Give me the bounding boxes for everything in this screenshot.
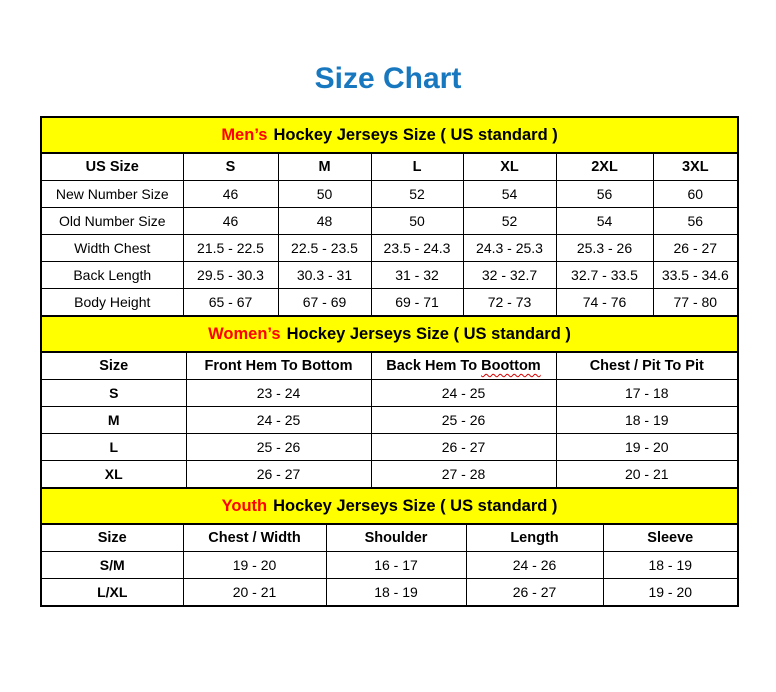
youth-column-header: Size <box>41 524 183 552</box>
womens-cell: 27 - 28 <box>371 461 556 489</box>
youth-column-header: Chest / Width <box>183 524 326 552</box>
mens-cell: 77 - 80 <box>653 289 738 317</box>
mens-cell: 48 <box>278 208 371 235</box>
youth-cell: 16 - 17 <box>326 552 466 579</box>
mens-cell: 67 - 69 <box>278 289 371 317</box>
misspelled-word: Boottom <box>481 358 541 374</box>
mens-row-label: New Number Size <box>41 181 183 208</box>
womens-column-header: Size <box>41 352 186 380</box>
youth-table-row <box>41 552 738 579</box>
mens-table-row <box>41 262 738 289</box>
mens-header-row <box>41 153 738 181</box>
mens-cell: 25.3 - 26 <box>556 235 653 262</box>
mens-band-text: Hockey Jerseys Size ( US standard ) <box>273 125 558 144</box>
womens-cell: 25 - 26 <box>186 434 371 461</box>
womens-size-table <box>40 315 739 489</box>
womens-cell: 19 - 20 <box>556 434 738 461</box>
mens-cell: 50 <box>278 181 371 208</box>
youth-cell: 26 - 27 <box>466 579 603 607</box>
youth-cell: 24 - 26 <box>466 552 603 579</box>
mens-column-header: M <box>278 153 371 181</box>
youth-column-header: Sleeve <box>603 524 738 552</box>
mens-row-label: Back Length <box>41 262 183 289</box>
mens-section-band <box>41 117 738 153</box>
mens-cell: 50 <box>371 208 463 235</box>
mens-column-header: US Size <box>41 153 183 181</box>
mens-cell: 32 - 32.7 <box>463 262 556 289</box>
mens-cell: 30.3 - 31 <box>278 262 371 289</box>
womens-cell: 17 - 18 <box>556 380 738 407</box>
mens-size-table <box>40 116 739 317</box>
womens-column-header: Chest / Pit To Pit <box>556 352 738 380</box>
mens-cell: 54 <box>556 208 653 235</box>
mens-cell: 60 <box>653 181 738 208</box>
womens-cell: 23 - 24 <box>186 380 371 407</box>
size-tables <box>40 116 737 607</box>
youth-cell: 18 - 19 <box>603 552 738 579</box>
mens-cell: 56 <box>653 208 738 235</box>
mens-cell: 72 - 73 <box>463 289 556 317</box>
mens-row-label: Old Number Size <box>41 208 183 235</box>
mens-column-header: 2XL <box>556 153 653 181</box>
mens-cell: 46 <box>183 208 278 235</box>
mens-table-row <box>41 208 738 235</box>
mens-column-header: S <box>183 153 278 181</box>
mens-cell: 74 - 76 <box>556 289 653 317</box>
womens-cell: 26 - 27 <box>186 461 371 489</box>
page-title: Size Chart <box>314 62 462 95</box>
womens-cell: 20 - 21 <box>556 461 738 489</box>
womens-row-label: XL <box>41 461 186 489</box>
womens-cell: 26 - 27 <box>371 434 556 461</box>
mens-column-header: L <box>371 153 463 181</box>
womens-section-band <box>41 316 738 352</box>
youth-row-label: L/XL <box>41 579 183 607</box>
womens-table-row <box>41 380 738 407</box>
mens-cell: 33.5 - 34.6 <box>653 262 738 289</box>
mens-cell: 65 - 67 <box>183 289 278 317</box>
youth-cell: 19 - 20 <box>183 552 326 579</box>
header-text: Back Hem To <box>386 358 482 374</box>
womens-row-label: L <box>41 434 186 461</box>
youth-cell: 19 - 20 <box>603 579 738 607</box>
mens-cell: 22.5 - 23.5 <box>278 235 371 262</box>
youth-row-label: S/M <box>41 552 183 579</box>
mens-cell: 46 <box>183 181 278 208</box>
womens-cell: 18 - 19 <box>556 407 738 434</box>
womens-row-label: S <box>41 380 186 407</box>
youth-band-text: Hockey Jerseys Size ( US standard ) <box>273 496 558 515</box>
mens-cell: 29.5 - 30.3 <box>183 262 278 289</box>
mens-table-row <box>41 181 738 208</box>
womens-cell: 24 - 25 <box>186 407 371 434</box>
mens-cell: 52 <box>463 208 556 235</box>
womens-band-highlight: Women’s <box>208 324 281 343</box>
womens-header-row <box>41 352 738 380</box>
womens-band-text: Hockey Jerseys Size ( US standard ) <box>286 324 571 343</box>
womens-cell: 24 - 25 <box>371 380 556 407</box>
womens-column-header <box>371 352 556 380</box>
youth-section-band <box>41 488 738 524</box>
mens-row-label: Body Height <box>41 289 183 317</box>
mens-cell: 26 - 27 <box>653 235 738 262</box>
mens-column-header: 3XL <box>653 153 738 181</box>
youth-cell: 18 - 19 <box>326 579 466 607</box>
womens-table-row <box>41 434 738 461</box>
mens-table-row <box>41 289 738 317</box>
womens-table-row <box>41 461 738 489</box>
mens-table-row <box>41 235 738 262</box>
youth-column-header: Shoulder <box>326 524 466 552</box>
womens-table-row <box>41 407 738 434</box>
mens-cell: 21.5 - 22.5 <box>183 235 278 262</box>
mens-band-highlight: Men’s <box>221 125 268 144</box>
mens-cell: 54 <box>463 181 556 208</box>
mens-cell: 23.5 - 24.3 <box>371 235 463 262</box>
mens-cell: 24.3 - 25.3 <box>463 235 556 262</box>
mens-column-header: XL <box>463 153 556 181</box>
youth-header-row <box>41 524 738 552</box>
youth-table-row <box>41 579 738 607</box>
youth-column-header: Length <box>466 524 603 552</box>
womens-row-label: M <box>41 407 186 434</box>
mens-cell: 32.7 - 33.5 <box>556 262 653 289</box>
youth-band-highlight: Youth <box>221 496 268 515</box>
womens-cell: 25 - 26 <box>371 407 556 434</box>
womens-column-header: Front Hem To Bottom <box>186 352 371 380</box>
mens-cell: 52 <box>371 181 463 208</box>
youth-cell: 20 - 21 <box>183 579 326 607</box>
mens-row-label: Width Chest <box>41 235 183 262</box>
mens-cell: 56 <box>556 181 653 208</box>
youth-size-table <box>40 487 739 607</box>
mens-cell: 31 - 32 <box>371 262 463 289</box>
mens-cell: 69 - 71 <box>371 289 463 317</box>
